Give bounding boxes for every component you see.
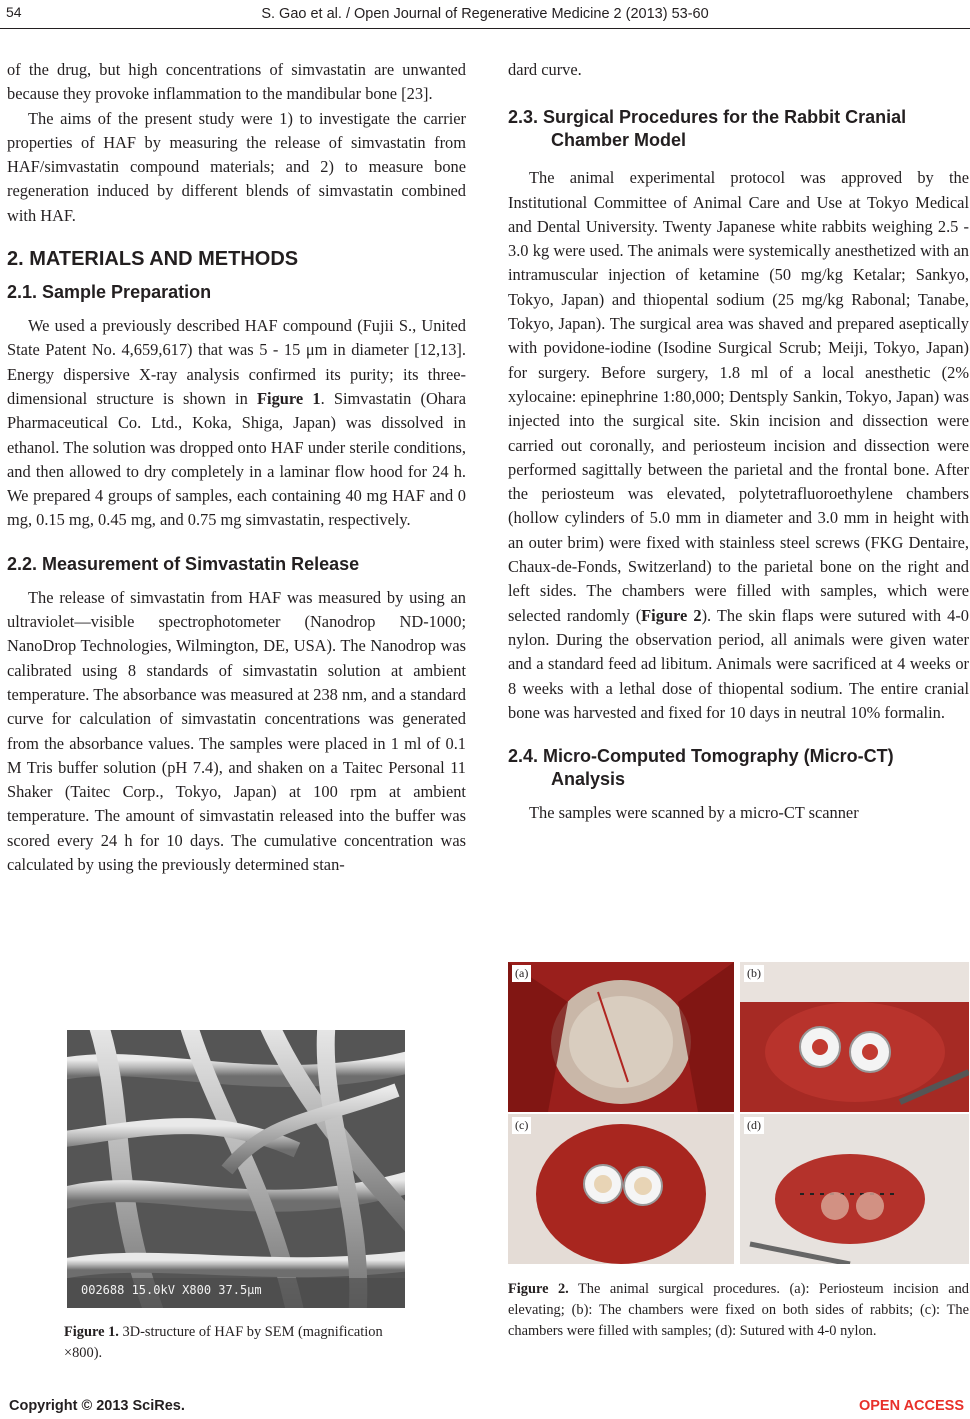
sem-fibers-illustration xyxy=(67,1030,405,1308)
panel-label: (a) xyxy=(512,965,531,982)
text-span: . Simvastatin (Ohara Pharmaceutical Co. Ltd., Koka, Shiga, Japan) was dissolved in ethanol. The solution was dropped onto HAF under sterile conditions, and then allowed to dry completely in a laminar flow hood for 24 h. We prepared 4 groups of samples, each containing 40 mg HAF and 0 mg, 0.15 mg, 0.45 mg, and 0.75 mg simvastatin, respectively. xyxy=(7,388,466,530)
paragraph xyxy=(508,166,969,725)
paragraph: dard curve. xyxy=(508,60,582,79)
sem-info-bar: 002688 15.0kV X800 37.5μm xyxy=(81,1283,262,1297)
right-column xyxy=(508,58,969,825)
figure-2-caption xyxy=(508,1279,969,1342)
photo-panel-a xyxy=(508,962,734,1112)
paragraph xyxy=(7,314,466,533)
photo-panel-c xyxy=(508,1114,734,1264)
paragraph: of the drug, but high concentrations of simvastatin are unwanted because they provoke inflammation to the mandibular bone [23]. xyxy=(7,60,466,104)
subsection-heading: 2.3. Surgical Procedures for the Rabbit Cranial Chamber Model xyxy=(508,107,907,151)
open-access-label[interactable]: OPEN ACCESS xyxy=(858,1398,964,1414)
copyright-notice: Copyright © 2013 SciRes. xyxy=(9,1398,185,1414)
surgical-photo-c xyxy=(508,1114,734,1264)
caption-label: Figure 1. xyxy=(64,1324,119,1340)
figure-ref[interactable]: Figure 1 xyxy=(257,388,321,408)
panel-label: (b) xyxy=(744,965,764,982)
figure-1-caption xyxy=(64,1322,414,1364)
figure-ref[interactable]: Figure 2 xyxy=(641,605,702,625)
page-number: 54 xyxy=(6,4,22,20)
surgical-photo-b xyxy=(740,962,969,1112)
surgical-photo-d xyxy=(740,1114,969,1264)
paragraph: The release of simvastatin from HAF was measured by using an ultraviolet—visible spectrophotometer (Nanodrop ND-1000; NanoDrop Technologies, Wilmington, DE, USA). The Nanodrop was calibrated using 8 standards of simvastatin solution at ambient temperature. The absorbance was measured at 238 nm, and a standard curve for calculation of simvastatin concentrations was generated from the absorbance values. The samples were placed in 1 ml of 0.1 M Tris buffer solution (pH 7.4), and shaken on a Taitec Personal 11 Shaker (Taitec Corp., Tokyo, Japan) at 100 rpm at ambient temperature. The amount of simvastatin released into the buffer was scored every 24 h for 10 days. The cumulative concentration was calculated by using the previously determined stan- xyxy=(7,587,466,875)
surgical-photo-a xyxy=(508,962,734,1112)
photo-panel-b xyxy=(740,962,969,1112)
subsection-heading: 2.2. Measurement of Simvastatin Release xyxy=(7,553,360,574)
paragraph: The samples were scanned by a micro-CT scanner xyxy=(529,803,859,823)
text-span: ). The skin flaps were sutured with 4-0 nylon. During the observation period, all animals were given water and a standard feed ad libitum. Animals were sacrificed at 4 weeks or 8 weeks with a lethal dose of thiopental sodium. The entire cranial bone was harvested and fixed for 10 days in neutral 10% formalin. xyxy=(508,605,969,722)
subsection-heading: 2.4. Micro-Computed Tomography (Micro-CT) Analysis xyxy=(508,746,894,790)
subsection-heading: 2.1. Sample Preparation xyxy=(7,282,212,303)
text-span: The animal experimental protocol was approved by the Institutional Committee of Animal Care and Use at Tokyo Medical and Dental University. Twenty Japanese white rabbits weighing 2.5 - 3.0 kg were used. The animals were systemically anesthetized with an intramuscular injection of ketamine (50 mg/kg Ketalar; Sankyo, Tokyo, Japan) and thiopental sodium (25 mg/kg Rabonal; Tanabe, Tokyo, Japan). The surgical area was shaved and prepared aseptically with povidone-iodine (Isodine Surgical Scrub; Meiji, Tokyo, Japan) for surgery. Before surgery, 1.8 ml of a local anesthetic (2% xylocaine: epinephrine 1:80,000; Dentsply Sankin, Tokyo, Japan) was injected into the surgical site. Skin incision and dissection were carried out coronally, and periosteum incision and dissection were performed sagittally between the parietal and the frontal bone. After the periosteum was elevated, polytetrafluoroethylene chambers (hollow cylinders of 5.0 mm in diameter and 3.0 mm in height with an outer brim) were fixed with stainless steel screws (FKG Dentaire, Chaux-de-Fonds, Switzerland) to the parietal bone on the right and left sides. The chambers were filled with samples, which were selected randomly ( xyxy=(508,168,969,625)
header-rule xyxy=(0,28,970,29)
running-title: S. Gao et al. / Open Journal of Regenerative Medicine 2 (2013) 53-60 xyxy=(261,6,709,22)
caption-text: 3D-structure of HAF by SEM (magnification ×800). xyxy=(64,1324,383,1361)
panel-label: (d) xyxy=(744,1117,764,1134)
sem-image xyxy=(67,1030,405,1308)
text-span: We used a previously described HAF compound (Fujii S., United State Patent No. 4,659,617) that was 5 - 15 μm in diameter [12,13]. Energy dispersive X-ray analysis confirmed its purity; its three-dimensional structure is shown in xyxy=(7,316,466,408)
section-heading: 2. MATERIALS AND METHODS xyxy=(7,248,299,271)
paragraph: The aims of the present study were 1) to investigate the carrier properties of HAF by measuring the release of simvastatin from HAF/simvastatin compound materials; and 2) to measure bone regeneration induced by different blends of simvastatin combined with HAF. xyxy=(7,108,466,225)
panel-label: (c) xyxy=(512,1117,531,1134)
left-column xyxy=(7,58,466,877)
caption-label: Figure 2. xyxy=(508,1281,569,1297)
caption-text: The animal surgical procedures. (a): Periosteum incision and elevating; (b): The chambers were fixed on both sides of rabbits; (c): The chambers were filled with samples; (d): Sutured with 4-0 nylon. xyxy=(508,1281,969,1339)
photo-panel-d xyxy=(740,1114,969,1264)
